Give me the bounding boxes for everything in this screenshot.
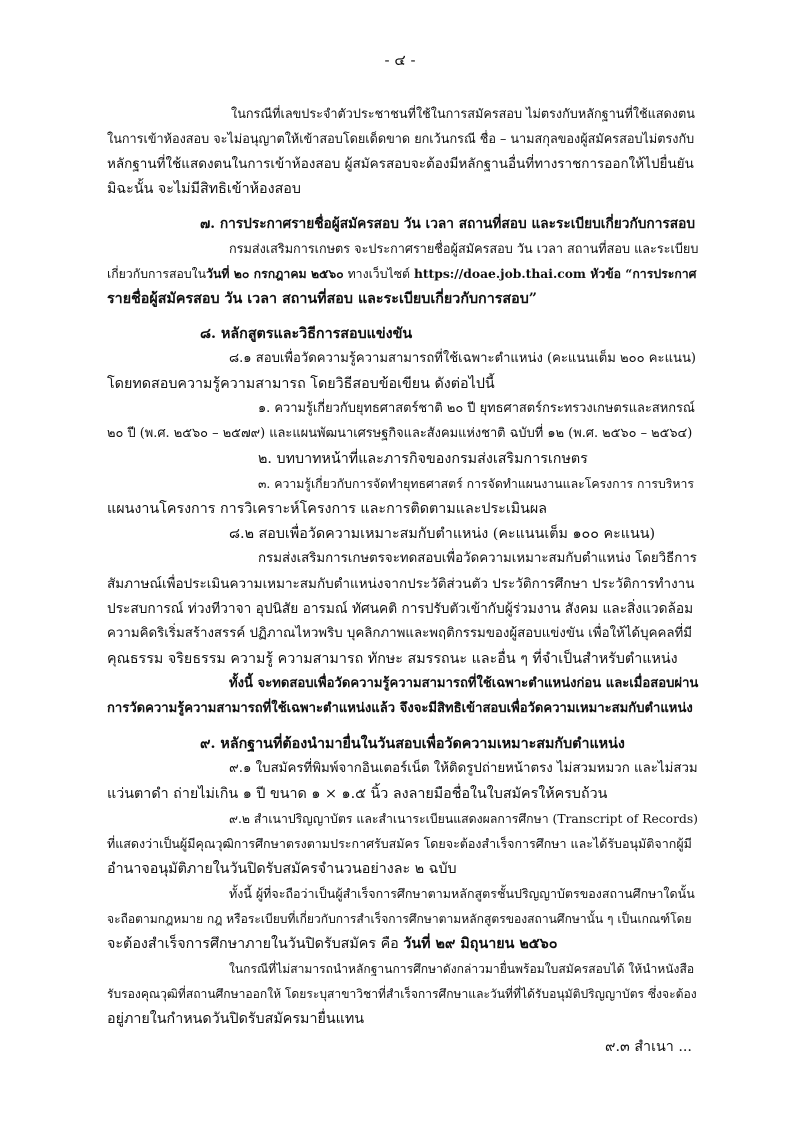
announcement-date: วันที่ ๒๐ กรกฎาคม ๒๕๖๐	[206, 266, 344, 281]
continuation-marker: ๙.๓ สำเนา ...	[605, 1039, 692, 1055]
section-8-heading: ๘. หลักสูตรและวิธีการสอบแข่งขัน	[200, 326, 413, 342]
section-7-heading: ๗. การประกาศรายชื่อผู้สมัครสอบ วัน เวลา สถานที่สอบ และระเบียบเกี่ยวกับการสอบ	[200, 216, 696, 232]
text-line: ทั้งนี้ จะทดสอบเพื่อวัดความรู้ความสามารถที่ใช้เฉพาะตำแหน่งก่อน และเมื่อสอบผ่าน	[229, 676, 699, 691]
website-link[interactable]: https://doae.job.thai.com หัวข้อ “การประกาศ	[413, 266, 697, 281]
text-segment: เกี่ยวกับการสอบใน	[107, 267, 207, 281]
text-line: ๙.๑ ใบสมัครที่พิมพ์จากอินเตอร์เน็ต ให้ติดรูปถ่ายหน้าตรง ไม่สวมหมวก และไม่สวม	[229, 761, 698, 776]
text-line: อยู่ภายในกำหนดวันปิดรับสมัครมายื่นแทน	[107, 1011, 365, 1027]
text-line: ทั้งนี้ ผู้ที่จะถือว่าเป็นผู้สำเร็จการศึกษาตามหลักสูตรชั้นปริญญาบัตรของสถานศึกษาใดนั้น	[229, 886, 695, 901]
text-line: ๘.๒ สอบเพื่อวัดความเหมาะสมกับตำแหน่ง (คะแนนเต็ม ๑๐๐ คะแนน)	[229, 526, 656, 542]
text-line	[107, 264, 697, 284]
section-9-heading: ๙. หลักฐานที่ต้องนำมายื่นในวันสอบเพื่อวัดความเหมาะสมกับตำแหน่ง	[200, 736, 625, 752]
text-line: กรมส่งเสริมการเกษตรจะทดสอบเพื่อวัดความเหมาะสมกับตำแหน่ง โดยวิธีการ	[258, 551, 697, 566]
text-line: กรมส่งเสริมการเกษตร จะประกาศรายชื่อผู้สมัครสอบ วัน เวลา สถานที่สอบ และระเบียบ	[229, 241, 699, 256]
text-line: ในกรณีที่ไม่สามารถนำหลักฐานการศึกษาดังกล่าวมายื่นพร้อมใบสมัครสอบได้ ให้นำหนังสือ	[229, 962, 695, 976]
text-line: คุณธรรม จริยธรรม ความรู้ ความสามารถ ทักษะ สมรรถนะ และอื่น ๆ ที่จำเป็นสำหรับตำแหน่ง	[107, 651, 678, 667]
text-line: ประสบการณ์ ท่วงทีวาจา อุปนิสัย อารมณ์ ทัศนคติ การปรับตัวเข้ากับผู้ร่วมงาน สังคม และสิ่งแวดล้อม	[107, 601, 694, 617]
text-line: แว่นตาดำ ถ่ายไม่เกิน ๑ ปี ขนาด ๑ × ๑.๕ นิ้ว ลงลายมือชื่อในใบสมัครให้ครบถ้วน	[107, 786, 608, 802]
text-line	[107, 934, 557, 954]
list-item: ๓. ความรู้เกี่ยวกับการจัดทำยุทธศาสตร์ การจัดทำแผนงานและโครงการ การบริหาร	[258, 477, 695, 491]
text-line: ๒๐ ปี (พ.ศ. ๒๕๖๐ – ๒๕๗๙) และแผนพัฒนาเศรษฐกิจและสังคมแห่งชาติ ฉบับที่ ๑๒ (พ.ศ. ๒๕๖๐ – ๒๕๖๔)	[107, 426, 693, 441]
page-number: - ๔ -	[384, 51, 416, 69]
list-item: ๑. ความรู้เกี่ยวกับยุทธศาสตร์ชาติ ๒๐ ปี ยุทธศาสตร์กระทรวงเกษตรและสหกรณ์	[258, 401, 695, 416]
text-line: โดยทดสอบความรู้ความสามารถ โดยวิธีสอบข้อเขียน ดังต่อไปนี้	[107, 376, 495, 392]
text-line: จะถือตามกฎหมาย กฎ หรือระเบียบที่เกี่ยวกับการสำเร็จการศึกษาตามหลักสูตรของสถานศึกษานั้น ๆ เป็นเกณฑ์โดย	[107, 912, 692, 926]
text-line: อำนาจอนุมัติภายในวันปิดรับสมัครจำนวนอย่างละ ๒ ฉบับ	[107, 861, 457, 877]
text-line: สัมภาษณ์เพื่อประเมินความเหมาะสมกับตำแหน่งจากประวัติส่วนตัว ประวัติการศึกษา ประวัติการทำงาน	[107, 576, 695, 592]
text-line: ๙.๒ สำเนาปริญญาบัตร และสำเนาระเบียนแสดงผลการศึกษา (Transcript of Records)	[229, 812, 698, 826]
deadline-date: วันที่ ๒๙ มิถุนายน ๒๕๖๐	[403, 936, 558, 952]
text-line: มิฉะนั้น จะไม่มีสิทธิเข้าห้องสอบ	[107, 181, 301, 197]
text-line: ในการเข้าห้องสอบ จะไม่อนุญาตให้เข้าสอบโดยเด็ดขาด ยกเว้นกรณี ชื่อ – นามสกุลของผู้สมัครสอบไม่ตรงกับ	[107, 131, 695, 146]
text-line: แผนงานโครงการ การวิเคราะห์โครงการ และการติดตามและประเมินผล	[107, 501, 548, 517]
list-item: ๒. บทบาทหน้าที่และภารกิจของกรมส่งเสริมการเกษตร	[258, 451, 588, 467]
text-line: การวัดความรู้ความสามารถที่ใช้เฉพาะตำแหน่งแล้ว จึงจะมีสิทธิเข้าสอบเพื่อวัดความเหมาะสมกับตำแหน่ง	[107, 701, 693, 716]
text-segment: ทางเว็บไซต์	[343, 267, 414, 281]
text-line: รายชื่อผู้สมัครสอบ วัน เวลา สถานที่สอบ และระเบียบเกี่ยวกับการสอบ”	[107, 291, 538, 307]
text-line: ความคิดริเริ่มสร้างสรรค์ ปฏิภาณไหวพริบ บุคลิกภาพและพฤติกรรมของผู้สอบแข่งขัน เพื่อให้ได้บุคคลที่มี	[107, 626, 693, 641]
text-line: หลักฐานที่ใช้แสดงตนในการเข้าห้องสอบ ผู้สมัครสอบจะต้องมีหลักฐานอื่นที่ทางราชการออกให้ไปยื่นยัน	[107, 156, 694, 172]
text-line: ที่แสดงว่าเป็นผู้มีคุณวุฒิการศึกษาตรงตามประกาศรับสมัคร โดยจะต้องสำเร็จการศึกษา และได้รับอนุมัติจากผู้มี	[107, 836, 692, 851]
text-line: ๘.๑ สอบเพื่อวัดความรู้ความสามารถที่ใช้เฉพาะตำแหน่ง (คะแนนเต็ม ๒๐๐ คะแนน)	[229, 351, 697, 366]
text-line: รับรองคุณวุฒิที่สถานศึกษาออกให้ โดยระบุสาขาวิชาที่สำเร็จการศึกษาและวันที่ที่ได้รับอนุมัติปริญญาบัตร ซึ่งจะต้อง	[107, 987, 697, 1001]
text-line: ในกรณีที่เลขประจำตัวประชาชนที่ใช้ในการสมัครสอบ ไม่ตรงกับหลักฐานที่ใช้แสดงตน	[231, 106, 695, 121]
text-segment: จะต้องสำเร็จการศึกษาภายในวันปิดรับสมัคร คือ	[107, 936, 404, 952]
